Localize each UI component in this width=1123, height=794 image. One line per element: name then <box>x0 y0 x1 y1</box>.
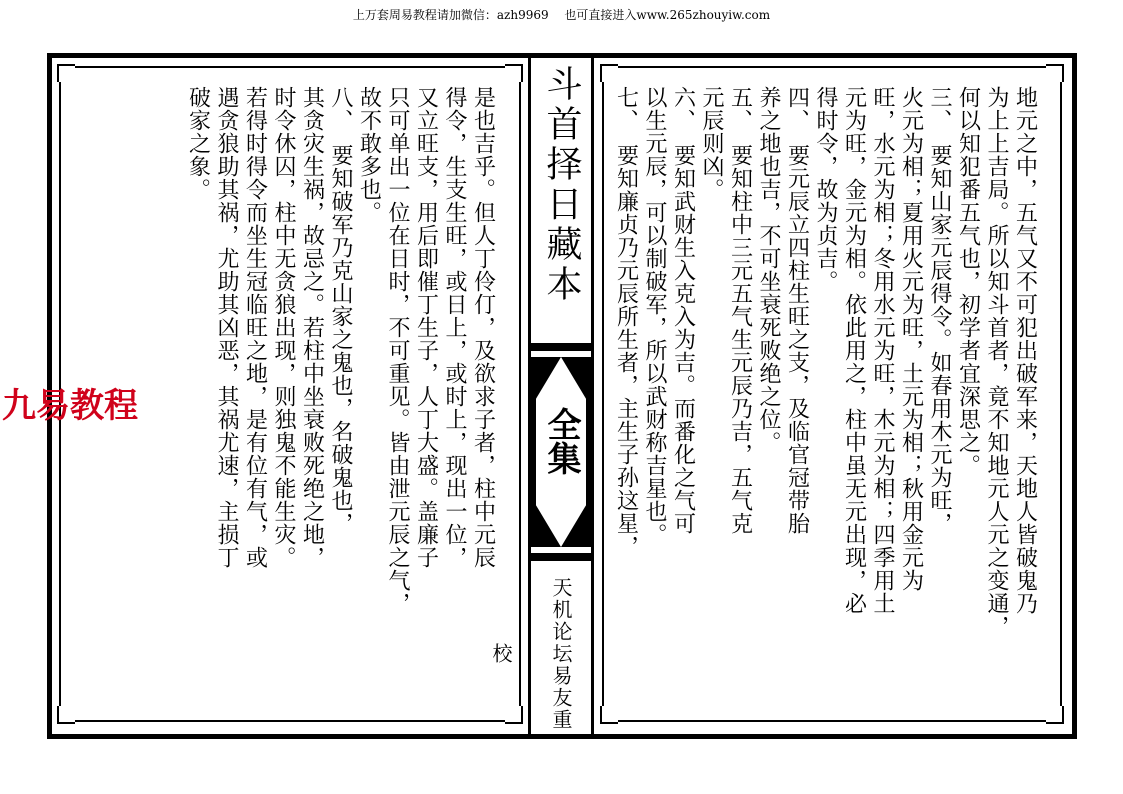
text-column: 地元之中，五气又不可犯出破军来，天地人皆破鬼乃 <box>1012 86 1038 615</box>
text-column: 何以知犯番五气也，初学者宜深思之。 <box>955 86 981 477</box>
text-column: 是也吉乎。但人丁伶仃，及欲求子者，柱中元辰 <box>470 86 496 569</box>
text-column: 火元为相；夏用火元为旺，土元为相；秋用金元为 <box>898 86 924 592</box>
text-column: 又立旺支，用后即催丁生子，人丁大盛。盖廉子 <box>413 86 439 569</box>
text-column: 时令休囚，柱中无贪狼出现，则独鬼不能生灾。 <box>271 86 296 569</box>
text-column: 七、 要知廉贞乃元辰所生者，主生子孙这星， <box>613 86 639 558</box>
corner-ornament <box>600 64 618 82</box>
text-column: 五、 要知柱中三元五气生元辰乃吉，五气克 <box>727 86 753 535</box>
text-column: 六、 要知武财生入克入为吉。而番化之气可 <box>670 86 696 535</box>
spine-label: 全集 <box>541 407 581 475</box>
text-column: 元辰则凶。 <box>699 86 724 201</box>
text-column: 得令，生支生旺，或日上，或时上，现出一位， <box>442 86 467 569</box>
spine-band <box>531 553 591 561</box>
text-column: 四、 要元辰立四柱生旺之支，及临官冠带胎 <box>784 86 810 535</box>
text-column: 为上上吉局。所以知斗首者，竟不知地元人元之变通， <box>984 86 1009 638</box>
spine-title: 斗首择日藏本 <box>541 65 582 305</box>
corner-ornament <box>600 706 618 724</box>
text-column: 养之地也吉，不可坐衰死败绝之位。 <box>756 86 781 454</box>
text-column: 八、 要知破军乃克山家之鬼也，名破鬼也， <box>328 86 353 535</box>
text-column: 得时令，故为贞吉。 <box>813 86 838 293</box>
corner-ornament <box>57 706 75 724</box>
corner-ornament <box>505 64 523 82</box>
book-spine <box>489 57 594 753</box>
text-column: 以生元辰，可以制破军，所以武财称吉星也。 <box>642 86 667 546</box>
text-column: 故不敢多也。 <box>356 86 382 224</box>
spine-label-panel <box>531 357 591 547</box>
spine-credit: 天机论坛易友重 校 <box>489 576 573 753</box>
corner-ornament <box>57 64 75 82</box>
text-column: 只可单出一位在日时，不可重见。皆由泄元辰之气， <box>385 86 410 615</box>
text-column: 旺，水元为相；冬用水元为旺，木元为相；四季用土 <box>870 86 895 615</box>
text-column: 遇贪狼助其祸，尤助其凶恶，其祸尤速，主损丁 <box>214 86 239 569</box>
text-column: 元为旺，金元为相。依此用之，柱中虽无元出现，必 <box>841 86 867 615</box>
watermark-text: 九易教程 <box>2 386 138 426</box>
header-banner: 上万套周易教程请加微信：azh9969 也可直接进入www.265zhouyiw.com <box>352 8 771 22</box>
corner-ornament <box>505 706 523 724</box>
text-column: 破家之象。 <box>185 86 211 201</box>
corner-ornament <box>1046 64 1064 82</box>
text-column: 其贪灾生祸，故忌之。若柱中坐衰败死绝之地， <box>299 86 325 569</box>
corner-ornament <box>1046 706 1064 724</box>
spine-band <box>531 343 591 351</box>
text-column: 若得时得令而坐生冠临旺之地，是有位有气，或 <box>242 86 268 569</box>
text-column: 三、 要知山家元辰得令。如春用木元为旺， <box>927 86 952 535</box>
